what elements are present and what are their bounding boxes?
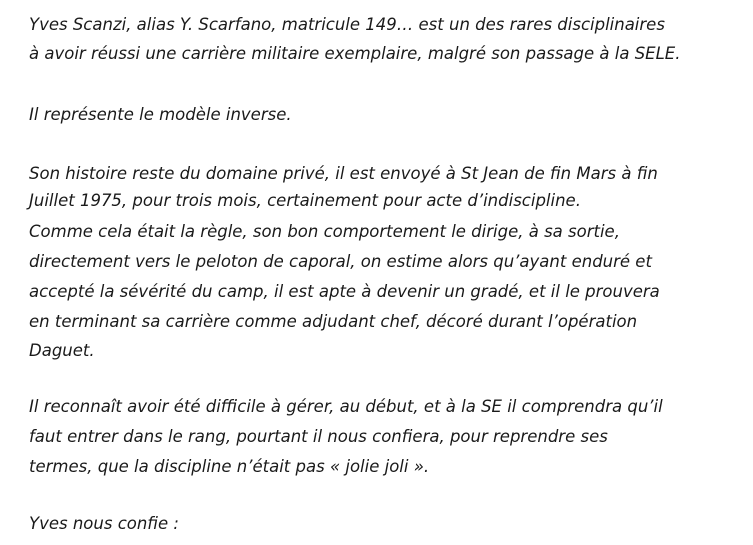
paragraph-4-line-1: Il reconnaît avoir été difficile à gérer, au début, et à la SE il comprendra qu’il (29, 397, 663, 416)
paragraph-4-line-3: termes, que la discipline n’était pas « jolie joli ». (29, 457, 430, 476)
paragraph-4-line-2: faut entrer dans le rang, pourtant il nous confiera, pour reprendre ses (29, 427, 608, 446)
paragraph-1-line-2: à avoir réussi une carrière militaire exemplaire, malgré son passage à la SELE. (29, 44, 681, 63)
paragraph-1-line-1: Yves Scanzi, alias Y. Scarfano, matricule 149… est un des rares disciplinaires (29, 15, 665, 34)
paragraph-3-line-7: Daguet. (29, 341, 95, 360)
paragraph-3-line-5: accepté la sévérité du camp, il est apte à devenir un gradé, et il le prouvera (29, 282, 660, 301)
paragraph-5-line-1: Yves nous confie : (29, 514, 179, 533)
paragraph-3-line-2: Juillet 1975, pour trois mois, certainement pour acte d’indiscipline. (29, 191, 581, 210)
paragraph-3-line-1: Son histoire reste du domaine privé, il est envoyé à St Jean de fin Mars à fin (29, 164, 658, 183)
paragraph-3-line-3: Comme cela était la règle, son bon comportement le dirige, à sa sortie, (29, 222, 620, 241)
paragraph-3-line-4: directement vers le peloton de caporal, on estime alors qu’ayant enduré et (29, 252, 652, 271)
paragraph-2-line-1: Il représente le modèle inverse. (29, 105, 292, 124)
paragraph-3-line-6: en terminant sa carrière comme adjudant chef, décoré durant l’opération (29, 312, 638, 331)
